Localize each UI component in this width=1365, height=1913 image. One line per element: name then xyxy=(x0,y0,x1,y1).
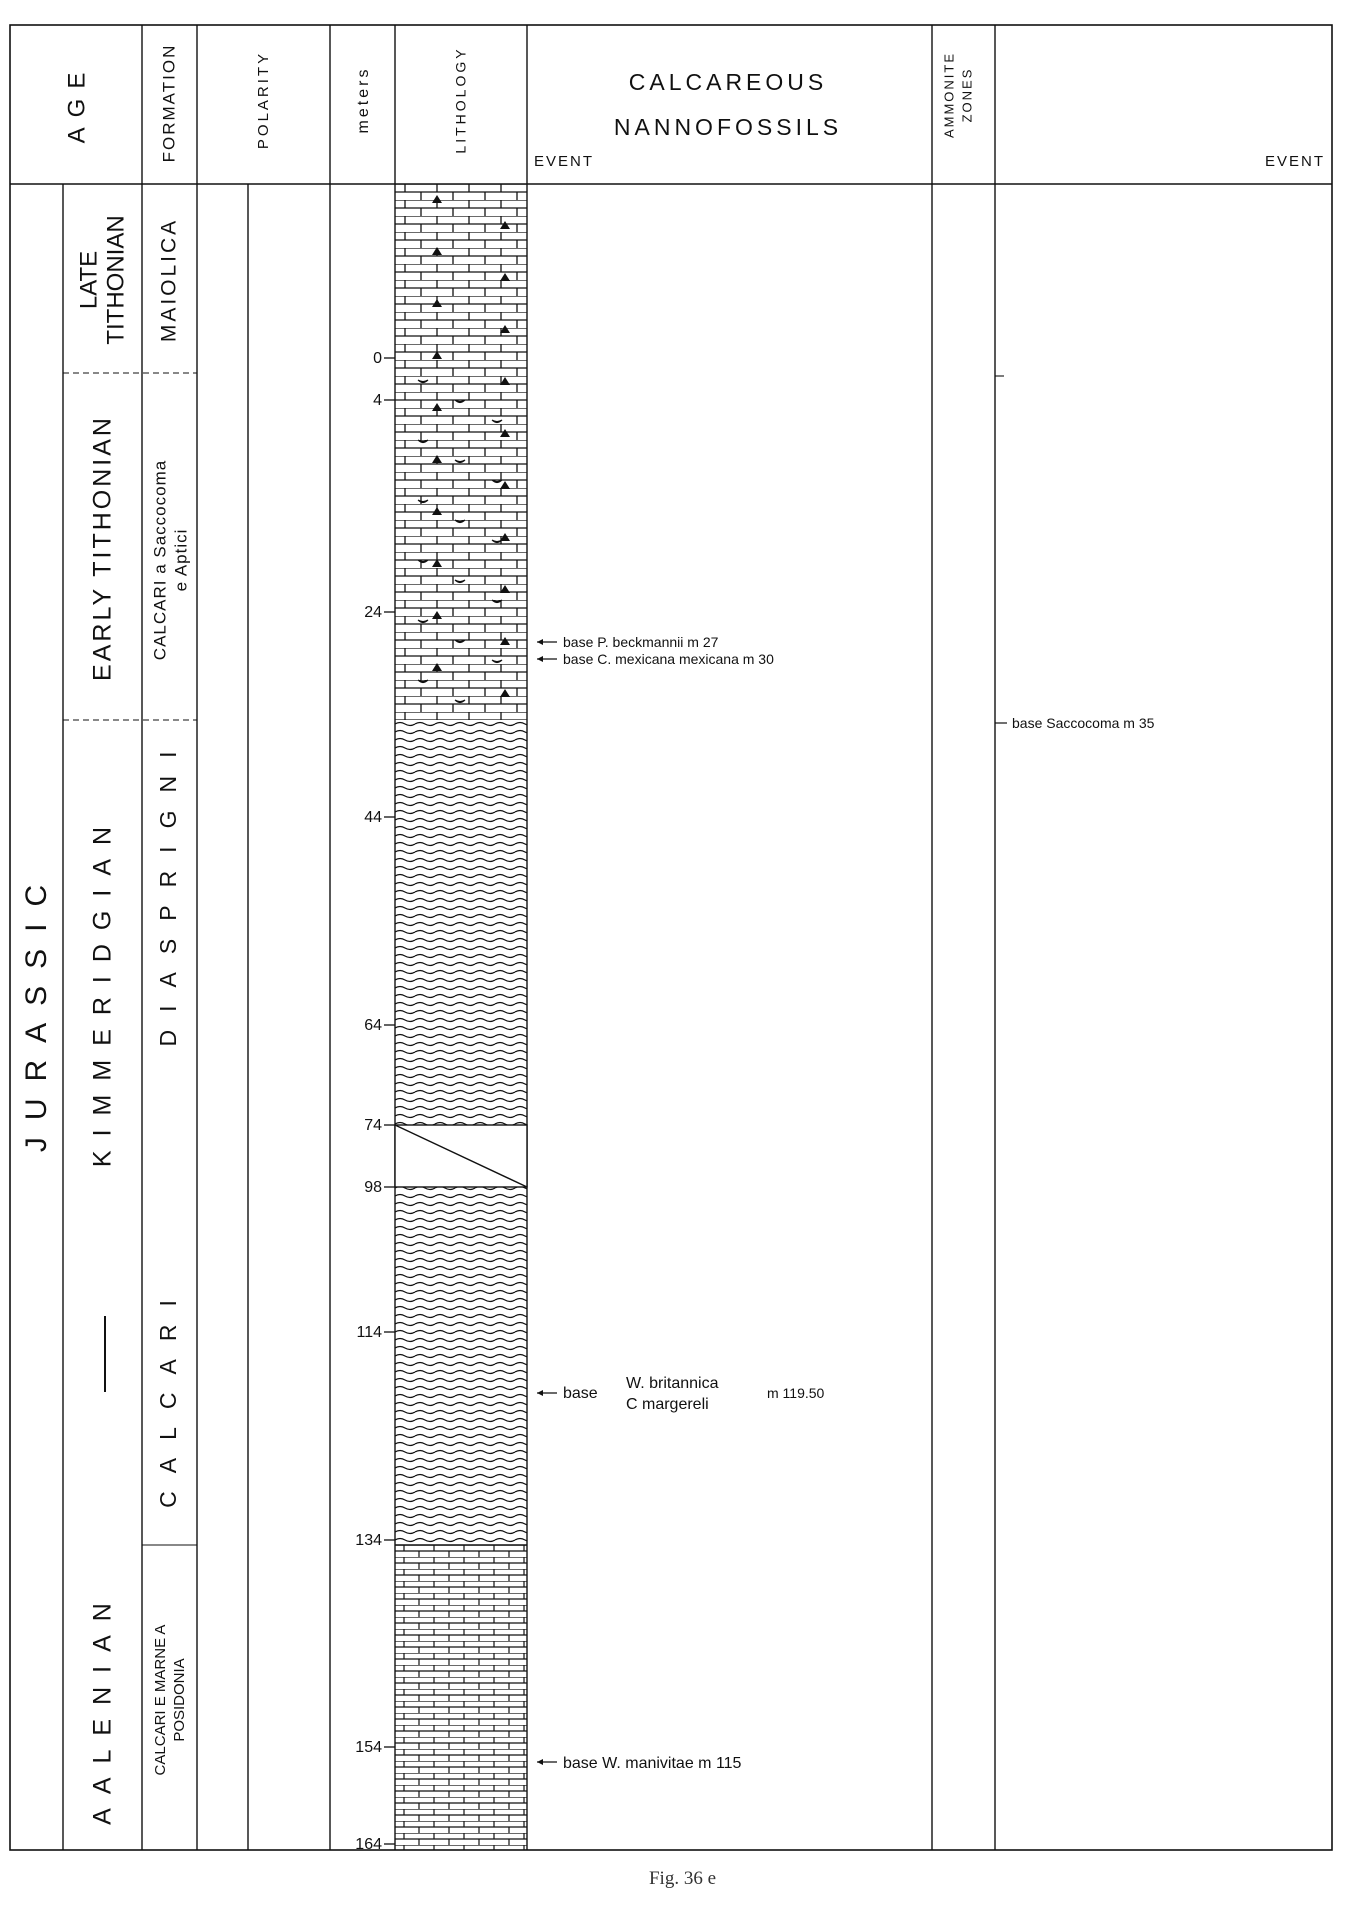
limestone-unit-lower xyxy=(395,1545,527,1850)
formation-posidonia-1: CALCARI E MARNE A xyxy=(151,1624,169,1776)
stage-late-2: TITHONIAN xyxy=(102,215,130,345)
calcari-unit xyxy=(395,1187,527,1545)
event-text-3-sp2: C margereli xyxy=(626,1396,709,1413)
event-text-4: base W. manivitae m 115 xyxy=(563,1755,742,1772)
event-text-3-m: m 119.50 xyxy=(767,1385,825,1401)
header-nanno-line2: NANNOFOSSILS xyxy=(613,114,843,140)
ammonite-events xyxy=(995,376,1155,731)
event-text-3-base: base xyxy=(563,1385,598,1402)
event-c-mexicana xyxy=(537,651,774,667)
meter-tick-label: 154 xyxy=(355,1739,382,1756)
event-text-2: base C. mexicana mexicana m 30 xyxy=(563,651,774,667)
meter-tick-label: 44 xyxy=(364,809,382,826)
figure-frame xyxy=(10,25,1332,1850)
lithology-column xyxy=(395,184,527,1850)
event-p-beckmannii xyxy=(537,634,719,650)
header-formation: FORMATION xyxy=(159,43,179,163)
meter-tick-label: 0 xyxy=(373,350,382,367)
formation-calcari-saccocoma-1: CALCARI a Saccocoma xyxy=(150,459,170,661)
meter-tick-label: 64 xyxy=(364,1017,382,1034)
column-dividers xyxy=(63,25,995,1850)
meter-tick-label: 164 xyxy=(355,1836,382,1853)
event-w-britannica xyxy=(537,1375,825,1413)
meter-tick-label: 4 xyxy=(373,392,382,409)
header-event-nanno: EVENT xyxy=(534,153,595,170)
event-w-manivitae xyxy=(537,1755,742,1772)
header-nanno-line1: CALCAREOUS xyxy=(628,69,828,95)
radiolarite-unit xyxy=(395,720,527,1125)
header-ammonite-line2: ZONES xyxy=(959,67,975,123)
stage-kimmeridgian: KIMMERIDGIAN xyxy=(88,812,117,1168)
meter-tick-label: 134 xyxy=(355,1532,382,1549)
meter-tick-label: 114 xyxy=(356,1324,382,1341)
formation-calcari: CALCARI xyxy=(155,1282,182,1508)
figure-caption: Fig. 36 e xyxy=(648,1868,717,1889)
formation-calcari-saccocoma-2: e Aptici xyxy=(171,528,191,592)
header-meters: meters xyxy=(355,66,373,134)
formation-diaspri: DIASPRIGNI xyxy=(155,733,182,1047)
header-lithology: LITHOLOGY xyxy=(452,46,469,154)
period-label: JURASSIC xyxy=(19,867,53,1153)
formation-maiolica: MAIOLICA xyxy=(157,217,181,343)
stage-late-1: LATE xyxy=(75,250,103,310)
event-text-1: base P. beckmannii m 27 xyxy=(563,634,719,650)
ammonite-event-saccocoma: base Saccocoma m 35 xyxy=(1012,715,1155,731)
stage-aalenian: AALENIAN xyxy=(88,1589,117,1825)
meter-tick-label: 24 xyxy=(364,604,382,621)
header-event-ammonite: EVENT xyxy=(1264,153,1325,170)
limestone-unit-upper xyxy=(395,184,527,720)
header-ammonite-line1: AMMONITE xyxy=(941,51,957,139)
event-text-3-sp1: W. britannica xyxy=(626,1375,719,1392)
meter-tick-label: 74 xyxy=(364,1117,382,1134)
header-polarity: POLARITY xyxy=(254,50,272,150)
nanno-events xyxy=(537,634,825,1772)
stage-early-tithonian: EARLY TITHONIAN xyxy=(88,415,117,681)
meter-tick-label: 98 xyxy=(364,1179,382,1196)
header-age: AGE xyxy=(63,62,91,144)
formation-posidonia-2: POSIDONIA xyxy=(170,1658,188,1742)
meter-ticks xyxy=(355,350,395,1853)
